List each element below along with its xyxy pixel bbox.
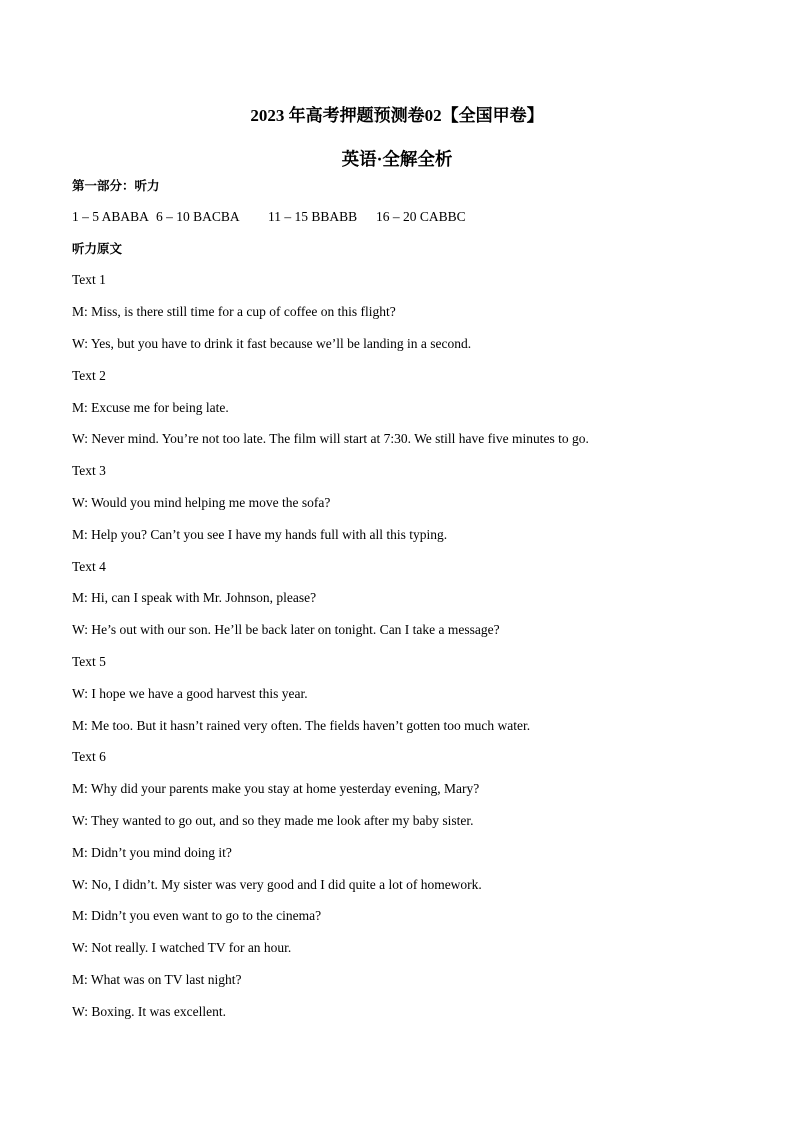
text-label: Text 4 <box>72 559 106 574</box>
dialogue-line: W: Would you mind helping me move the sofa? <box>72 495 331 510</box>
answer-key <box>72 208 466 226</box>
dialogue-line: M: Why did your parents make you stay at home yesterday evening, Mary? <box>72 781 480 796</box>
dialogue-line: M: Didn’t you mind doing it? <box>72 845 232 860</box>
text-label: Text 3 <box>72 463 106 478</box>
text-label: Text 1 <box>72 272 106 287</box>
dialogue-line: W: They wanted to go out, and so they made me look after my baby sister. <box>72 813 474 828</box>
dialogue-line: W: Not really. I watched TV for an hour. <box>72 940 292 955</box>
document-subtitle: 英语·全解全析 <box>341 149 453 169</box>
dialogue-line: W: He’s out with our son. He’ll be back later on tonight. Can I take a message? <box>72 622 500 637</box>
dialogue-line: W: No, I didn’t. My sister was very good and I did quite a lot of homework. <box>72 877 482 892</box>
answer-group: 16 – 20 CABBC <box>376 209 466 224</box>
text-label: Text 5 <box>72 654 106 669</box>
dialogue-line: M: Me too. But it hasn’t rained very often. The fields haven’t gotten too much water. <box>72 718 531 733</box>
text-label: Text 2 <box>72 368 106 383</box>
answer-group: 6 – 10 BACBA <box>156 209 240 224</box>
dialogue-line: W: I hope we have a good harvest this year. <box>72 686 308 701</box>
dialogue-line: W: Yes, but you have to drink it fast because we’ll be landing in a second. <box>72 336 472 351</box>
text-label: Text 6 <box>72 749 106 764</box>
answer-group: 11 – 15 BBABB <box>268 209 358 224</box>
dialogue-line: M: Excuse me for being late. <box>72 400 229 415</box>
transcript-heading: 听力原文 <box>72 241 123 256</box>
document-title: 2023 年高考押题预测卷02【全国甲卷】 <box>250 106 544 125</box>
dialogue-line: W: Boxing. It was excellent. <box>72 1004 226 1019</box>
dialogue-line: M: Didn’t you even want to go to the cinema? <box>72 908 322 923</box>
dialogue-line: M: Hi, can I speak with Mr. Johnson, please? <box>72 590 317 605</box>
dialogue-line: M: What was on TV last night? <box>72 972 242 987</box>
dialogue-line: M: Miss, is there still time for a cup of coffee on this flight? <box>72 304 396 319</box>
answer-group: 1 – 5 ABABA <box>72 209 149 224</box>
dialogue-line: W: Never mind. You’re not too late. The film will start at 7:30. We still have five minutes to go. <box>72 431 589 446</box>
part1-heading: 第一部分：听力 <box>72 178 160 193</box>
dialogue-line: M: Help you? Can’t you see I have my hands full with all this typing. <box>72 527 448 542</box>
